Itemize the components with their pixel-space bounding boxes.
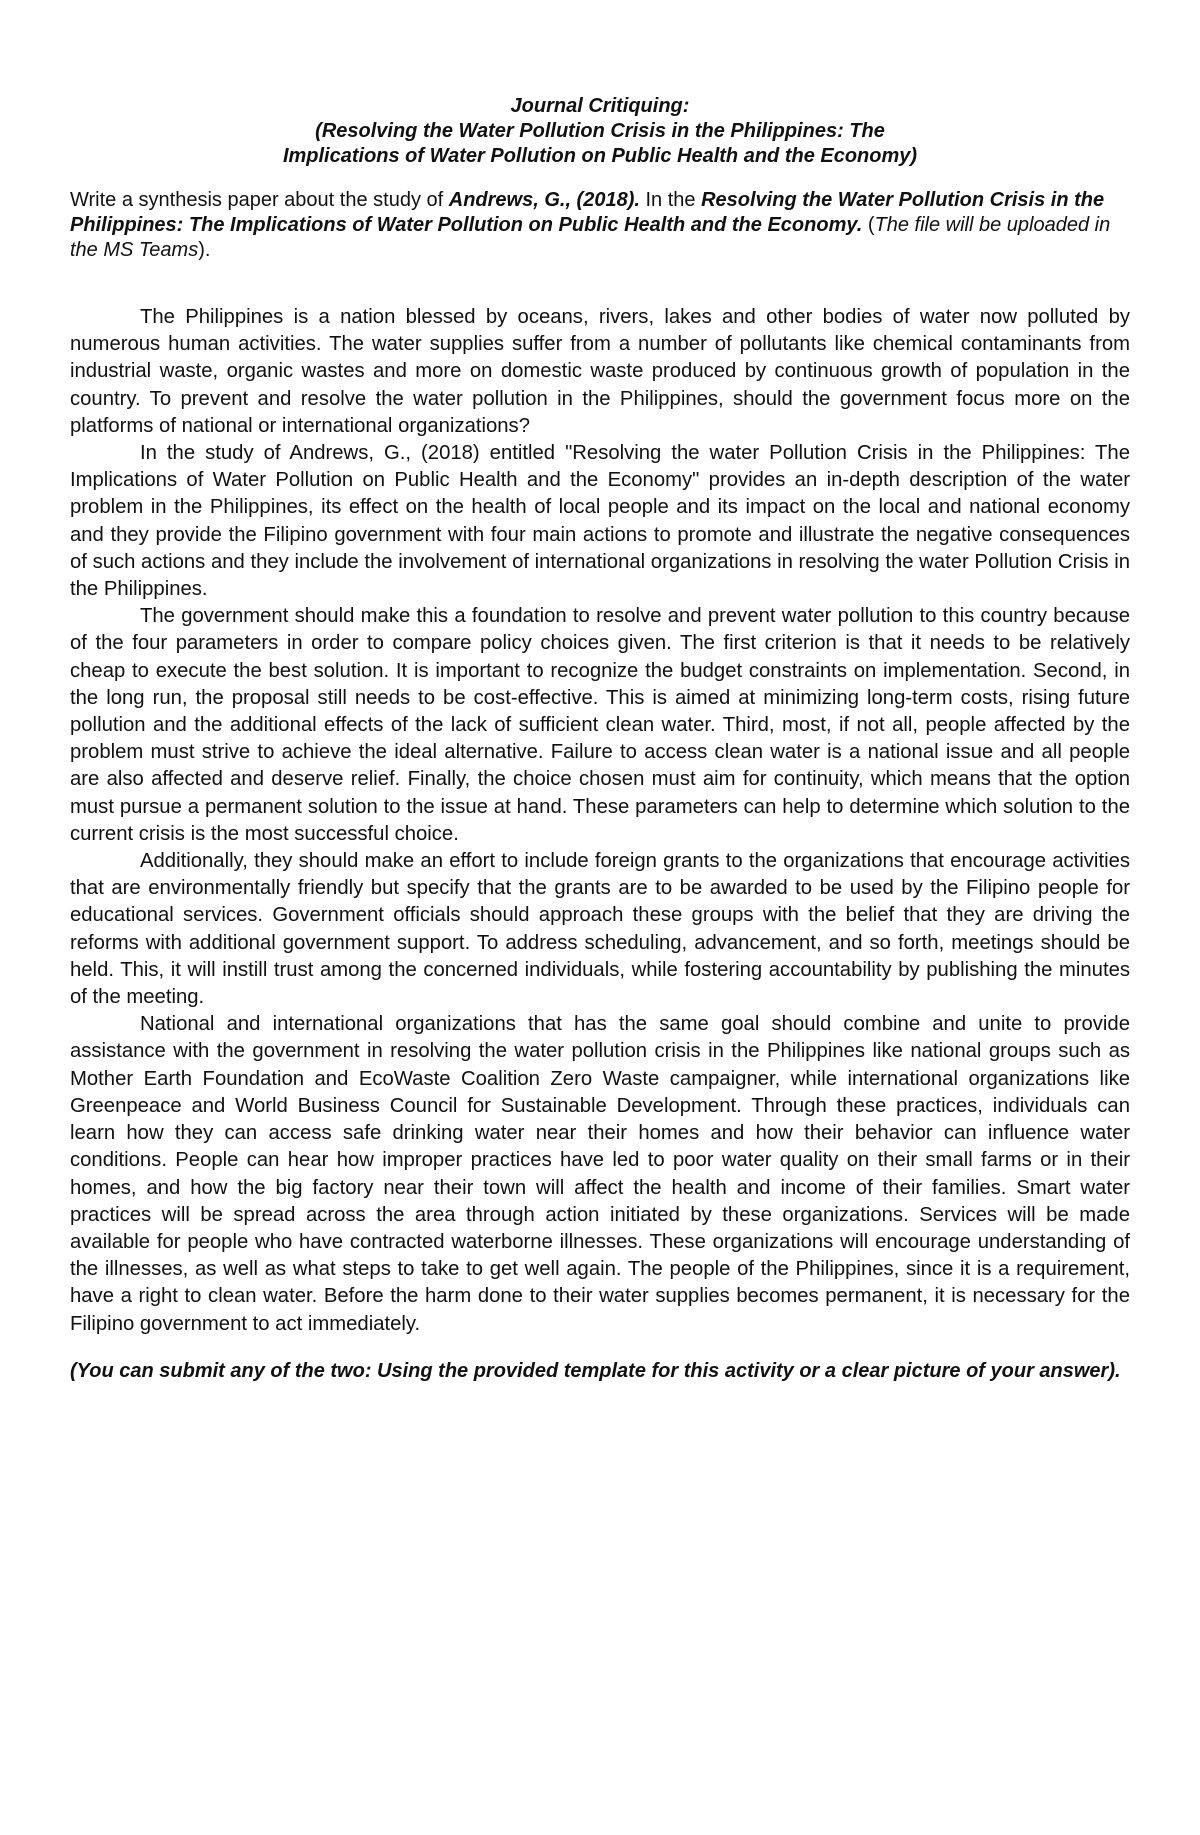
instructions — [70, 188, 1130, 263]
synthesis-body — [70, 304, 1130, 1338]
body-paragraph-1: The Philippines is a nation blessed by oceans, rivers, lakes and other bodies of water now polluted by numerous human activities. The water supplies suffer from a number of pollutants like chemical contaminants from industrial waste, organic wastes and more on domestic waste produced by continuous growth of population in the country. To prevent and resolve the water pollution in the Philippines, should the government focus more on the platforms of national or international organizations? — [70, 306, 1130, 437]
instructions-mid: In the — [645, 189, 696, 211]
body-paragraph-3: The government should make this a foundation to resolve and prevent water pollution to this country because of the four parameters in order to compare policy choices given. The first criterion is that it needs to be relatively cheap to execute the best solution. It is important to recognize the budget constraints on implementation. Second, in the long run, the proposal still needs to be cost-effective. This is aimed at minimizing long-term costs, rising future pollution and the additional effects of the lack of sufficient clean water. Third, most, if not all, people affected by the problem must strive to achieve the ideal alternative. Failure to access clean water is a national issue and all people are also affected and deserve relief. Finally, the choice chosen must aim for continuity, which means that the option must pursue a permanent solution to the issue at hand. These parameters can help to determine which solution to the current crisis is the most successful choice. — [70, 605, 1130, 845]
instructions-paren-close: ). — [198, 239, 211, 261]
document-heading — [70, 94, 1130, 169]
submission-note: (You can submit any of the two: Using the provided template for this activity or a clear picture of your answer). — [70, 1359, 1121, 1382]
body-paragraph-5: National and international organizations that has the same goal should combine and unite to provide assistance with the government in resolving the water pollution crisis in the Philippines like national groups such as Mother Earth Foundation and EcoWaste Coalition Zero Waste campaigner, while international organizations like Greenpeace and World Business Council for Sustainable Development. Through these practices, individuals can learn how they can access safe drinking water near their homes and how their behavior can influence water conditions. People can hear how improper practices have led to poor water quality on their small farms or in their homes, and how the big factory near their town will affect the health and income of their families. Smart water practices will be spread across the area through action initiated by these organizations. Services will be made available for people who have contracted waterborne illnesses. These organizations will encourage understanding of the illnesses, as well as what steps to take to get well again. The people of the Philippines, since it is a requirement, have a right to clean water. Before the harm done to their water supplies becomes permanent, it is necessary for the Filipino government to act immediately. — [70, 1013, 1130, 1335]
body-paragraph-4: Additionally, they should make an effort to include foreign grants to the organizations that encourage activities that are environmentally friendly but specify that the grants are to be awarded to be used by the Filipino people for educational services. Government officials should approach these groups with the belief that they are driving the reforms with additional government support. To address scheduling, advancement, and so forth, meetings should be held. This, it will instill trust among the concerned individuals, while fostering accountability by publishing the minutes of the meeting. — [70, 850, 1130, 1009]
instructions-prefix: Write a synthesis paper about the study of — [70, 189, 444, 211]
body-paragraph-2: In the study of Andrews, G., (2018) entitled "Resolving the water Pollution Crisis in the Philippines: The Implications of Water Pollution on Public Health and the Economy" provides an in-depth description of the water problem in the Philippines, its effect on the health of local people and its impact on the local and national economy and they provide the Filipino government with four main actions to promote and illustrate the negative consequences of such actions and they include the involvement of international organizations in resolving the water Pollution Crisis in the Philippines. — [70, 442, 1130, 601]
instructions-author: Andrews, G., (2018). — [448, 189, 640, 211]
instructions-note: The file will be uploaded in the MS Teams — [70, 214, 1111, 261]
heading-line-1: Journal Critiquing: — [510, 95, 690, 117]
instructions-paren-open: ( — [867, 214, 875, 236]
instructions-study-title: Resolving the Water Pollution Crisis in the Philippines: The Implications of Water Pollution on Public Health and the Economy. — [70, 189, 1105, 236]
heading-line-3: Implications of Water Pollution on Public Health and the Economy) — [282, 145, 918, 167]
document-page — [70, 94, 1130, 1384]
heading-line-2: (Resolving the Water Pollution Crisis in the Philippines: The — [315, 120, 885, 142]
